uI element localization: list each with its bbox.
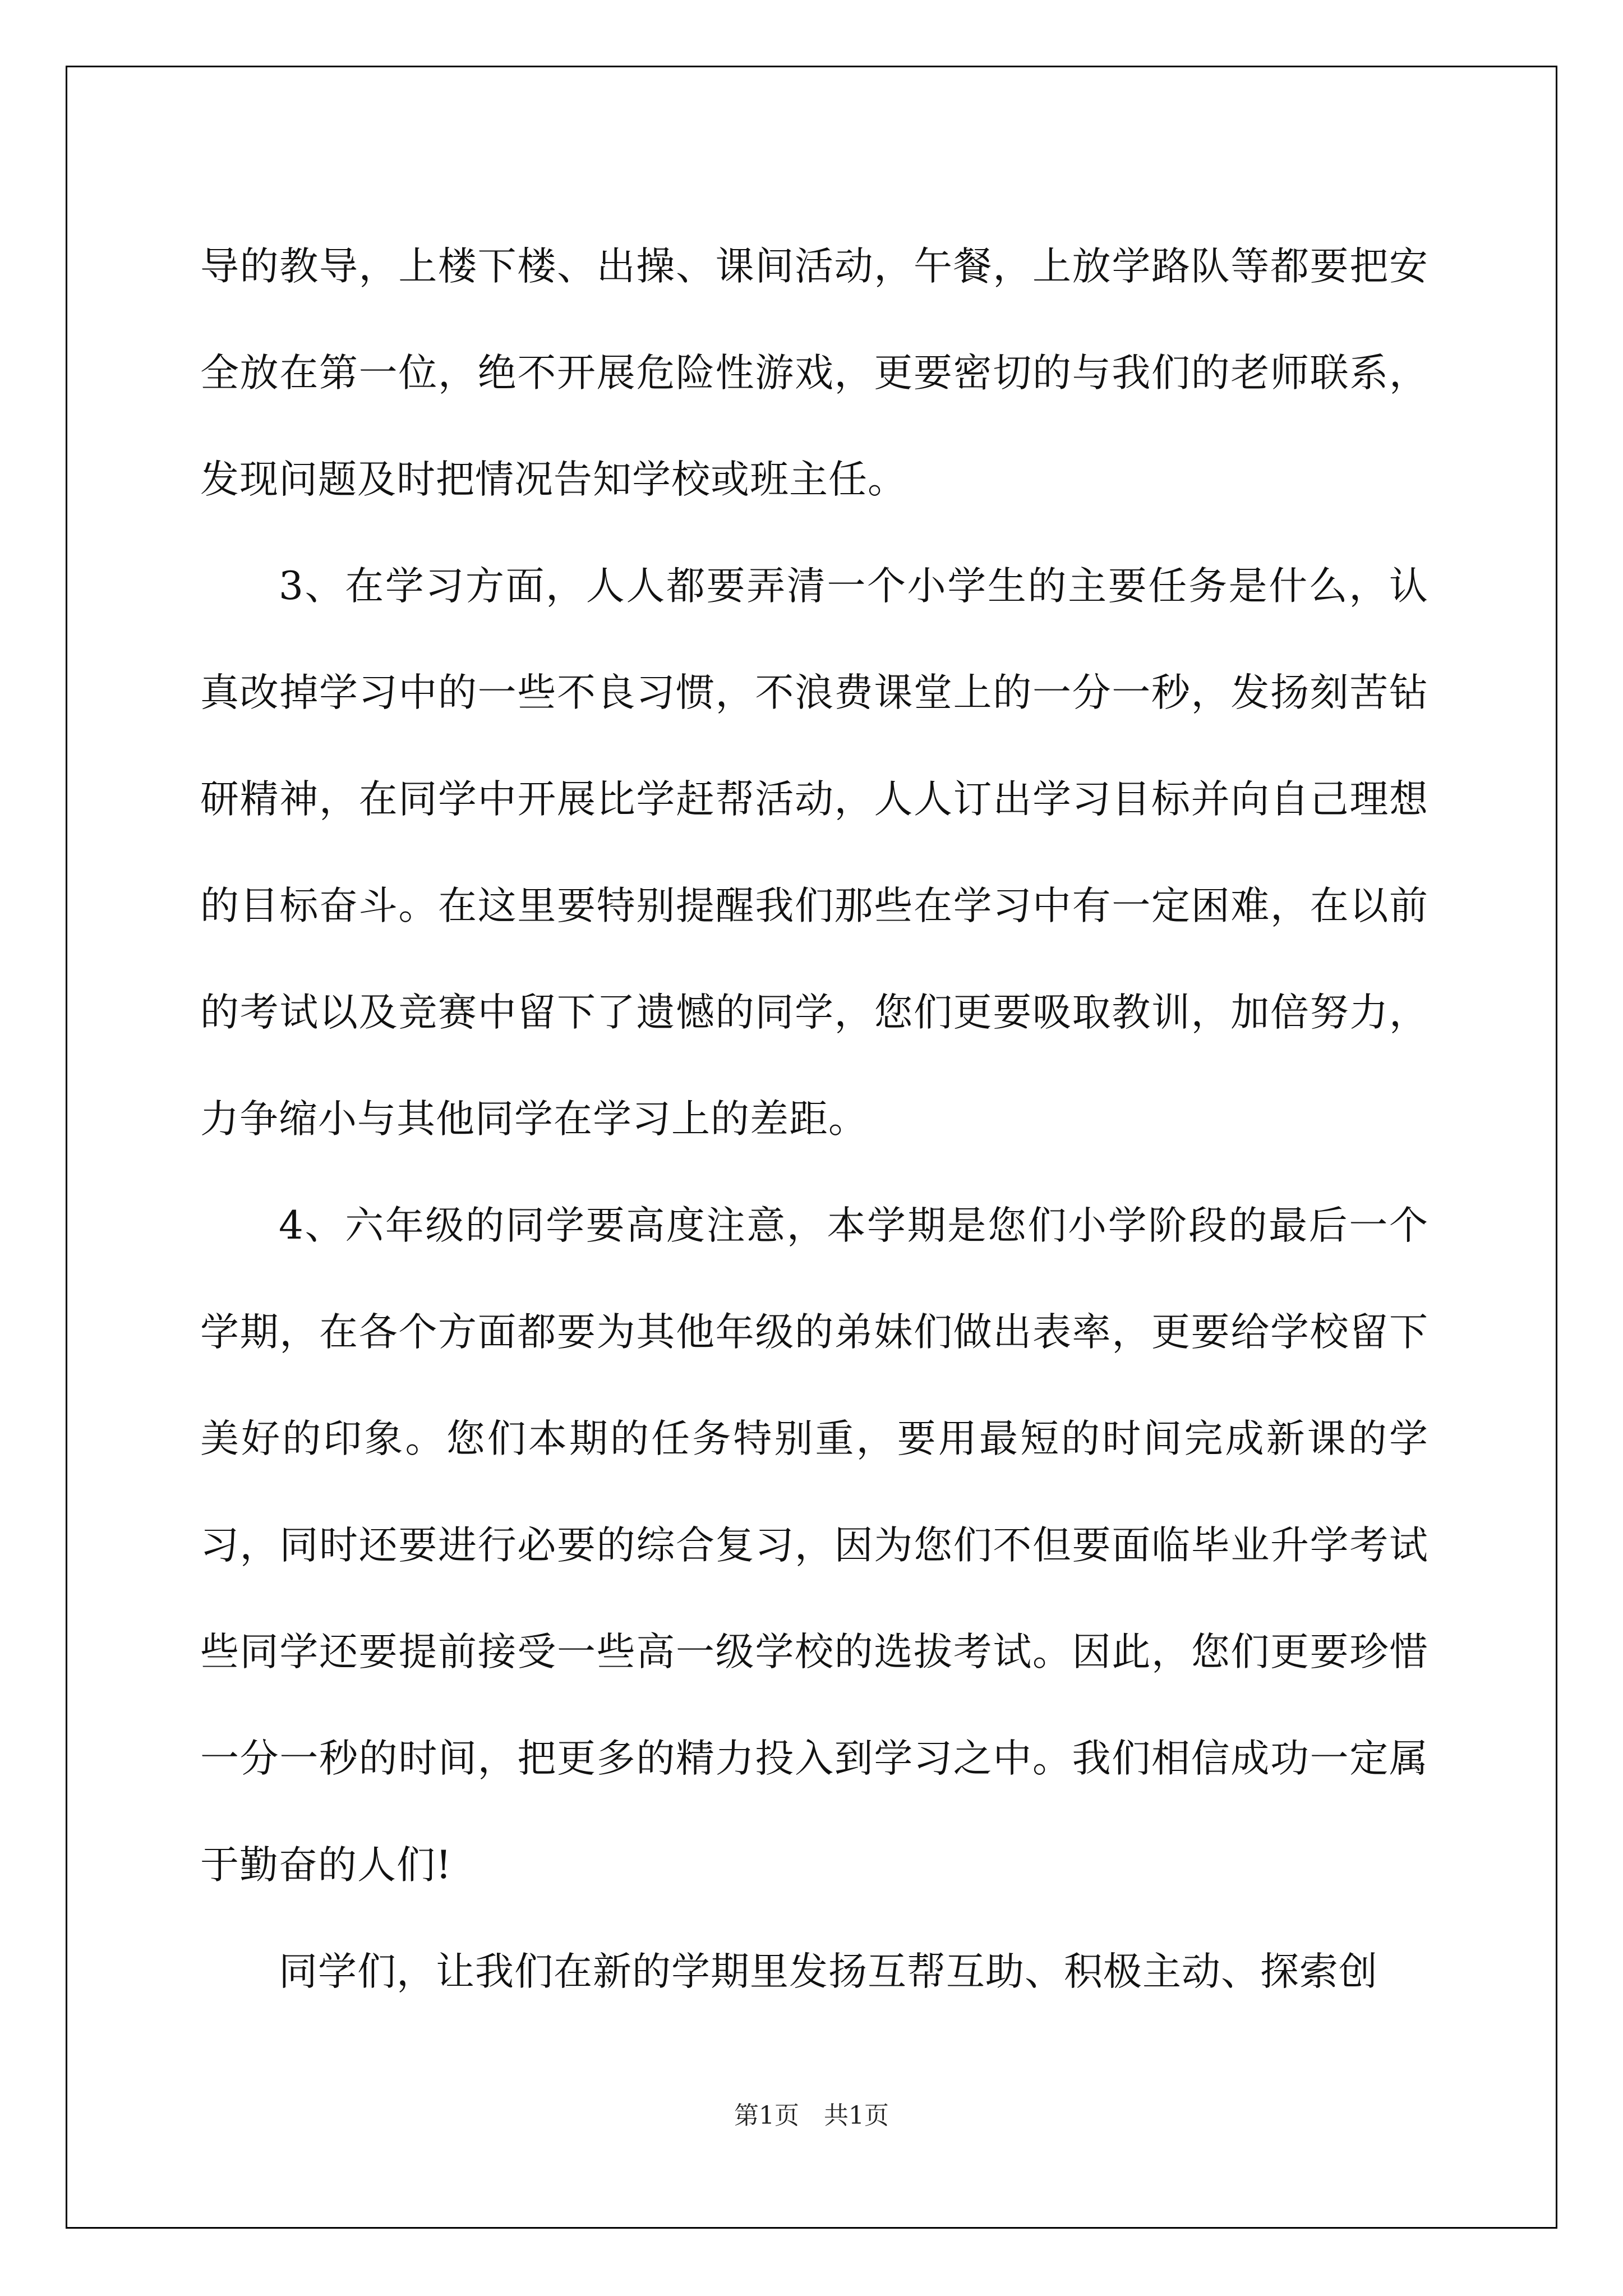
- page-number-footer: 第1页 共1页: [734, 2101, 889, 2130]
- document-body: [200, 213, 1428, 2025]
- paragraph-study: 3、在学习方面，人人都要弄清一个小学生的主要任务是什么，认真改掉学习中的一些不良习惯，不浪费课堂上的一分一秒，发扬刻苦钻研精神，在同学中开展比学赶帮活动，人人订出学习目标并向自己理想的目标奋斗。在这里要特别提醒我们那些在学习中有一定困难，在以前的考试以及竞赛中留下了遗憾的同学，您们更要吸取教训，加倍努力，力争缩小与其他同学在学习上的差距。: [200, 564, 1428, 1142]
- paragraph-closing: 同学们，让我们在新的学期里发扬互帮互助、积极主动、探索创: [279, 1949, 1378, 1994]
- paragraph-safety: 导的教导，上楼下楼、出操、课间活动，午餐，上放学路队等都要把安全放在第一位，绝不开展危险性游戏，更要密切的与我们的老师联系，发现问题及时把情况告知学校或班主任。: [200, 244, 1428, 502]
- paragraph-grade-six: 4、六年级的同学要高度注意，本学期是您们小学阶段的最后一个学期，在各个方面都要为其他年级的弟妹们做出表率，更要给学校留下美好的印象。您们本期的任务特别重，要用最短的时间完成新课的学习，同时还要进行必要的综合复习，因为您们不但要面临毕业升学考试些同学还要提前接受一些高一级学校的选拔考试。因此，您们更要珍惜一分一秒的时间，把更多的精力投入到学习之中。我们相信成功一定属于勤奋的人们!: [200, 1203, 1428, 1888]
